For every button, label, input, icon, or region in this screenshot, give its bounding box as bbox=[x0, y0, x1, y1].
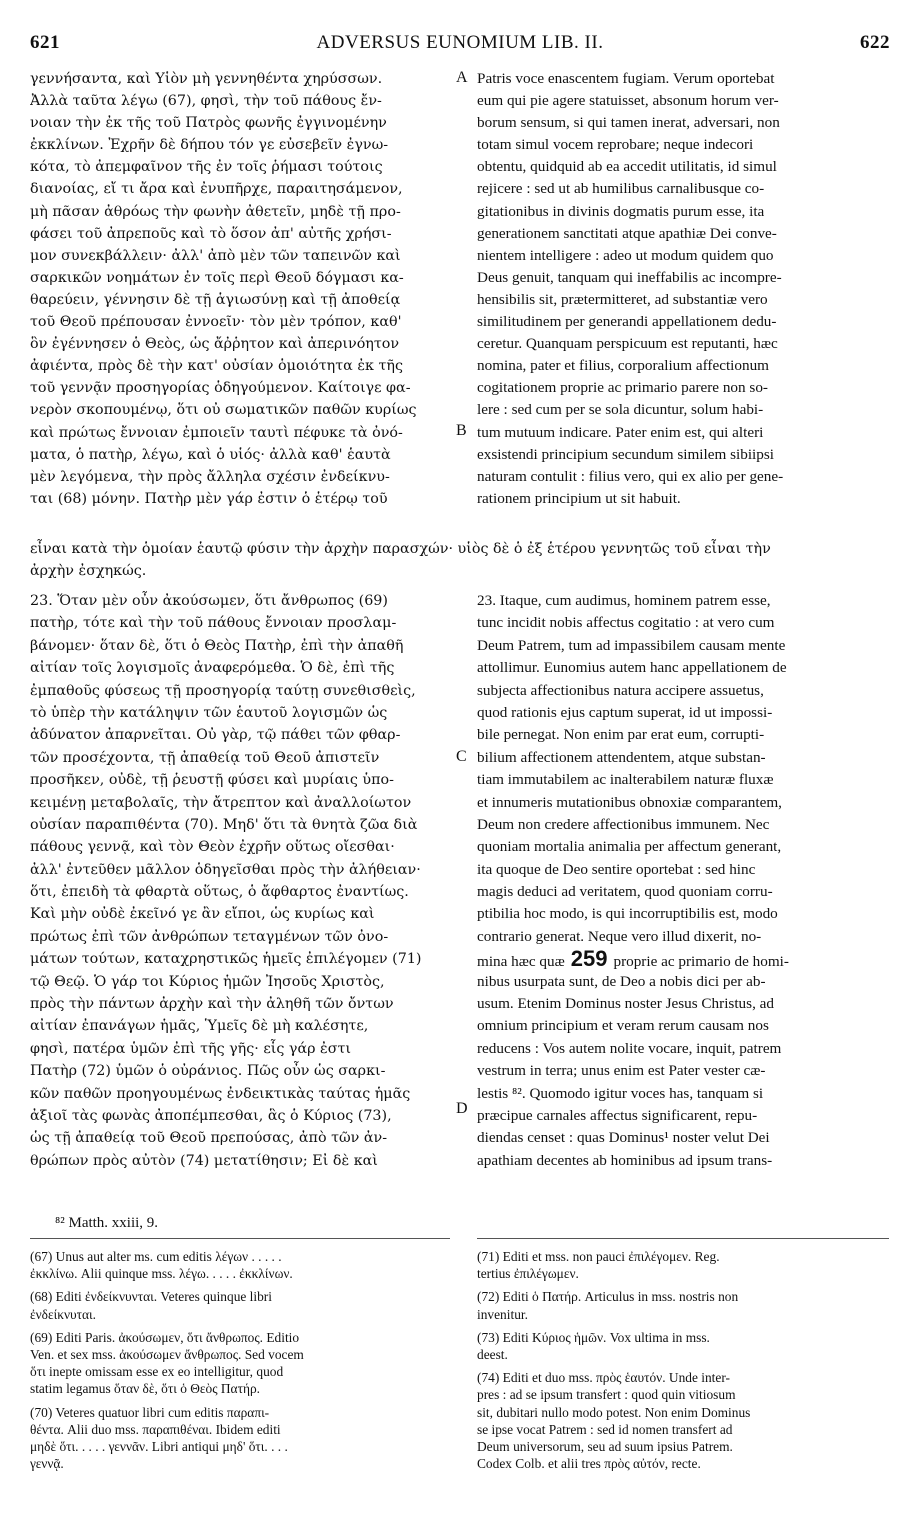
text-line: ὡς τῇ ἀπαθείᾳ τοῦ Θεοῦ πρεπούσας, ἀπὸ τῶν ἀν- bbox=[30, 1130, 388, 1147]
text-line: φάσει τοῦ ἀπρεποῦς καὶ τὸ ὅσον ἀπ' αὐτῆς χρήσι- bbox=[30, 225, 392, 242]
text-line: magis deduci ad veritatem, quod quoniam corru- bbox=[477, 883, 773, 901]
text-line: πατὴρ, τότε καὶ τὴν τοῦ πάθους ἔννοιαν προσλαμ- bbox=[30, 615, 397, 632]
note-line: se ipse vocat Patrem : sed id nomen transfert ad bbox=[477, 1421, 733, 1437]
text-line: ὅτι, ἐπειδὴ τὰ φθαρτὰ οὕτως, ὁ ἄφθαρτος ἐναντίως. bbox=[30, 884, 409, 901]
text-line: γεννήσαντα, καὶ Υἱὸν μὴ γεννηθέντα χηρύσσων. bbox=[30, 71, 383, 87]
greek-column-top bbox=[30, 68, 463, 510]
text-line: usum. Etenim Dominus noster Jesus Christus, ad bbox=[477, 995, 774, 1013]
text-line: Καὶ μὴν οὐδὲ ἐκεῖνό γε ἂν εἴποι, ὡς κυρίως καὶ bbox=[30, 906, 375, 923]
text-line: ἀφιέντα, πρὸς δὲ τὴν κατ' οὐσίαν ὁμοιότητα ἐκ τῆς bbox=[30, 358, 403, 375]
text-line: κειμένῃ μεταβολαῖς, τὴν ἄτρεπτον καὶ ἀναλλοίωτον bbox=[30, 794, 412, 811]
text-line: ἀξιοῖ τὰς φωνὰς ἀποπέμπεσθαι, ἃς ὁ Κύριος (73), bbox=[30, 1107, 392, 1124]
note-line: (71) Editi et mss. non pauci ἐπιλέγομεν. Reg. bbox=[477, 1249, 720, 1264]
text-line: πρώτως ἐπὶ τῶν ἀνθρώπων τεταγμένων τῶν ὀνο- bbox=[30, 928, 389, 945]
text-line: φησὶ, πατέρα ὑμῶν ἐπὶ τῆς γῆς· εἷς γάρ ἐστι bbox=[30, 1040, 351, 1057]
note-line: (68) Editi ἐνδείκνυνται. Veteres quinque libri bbox=[30, 1289, 272, 1305]
text-line: πρὸς τὴν πάντων ἀρχὴν καὶ τὴν ἀληθῆ τῶν ὄντων bbox=[30, 996, 394, 1013]
latin-column-bottom bbox=[477, 590, 889, 1172]
text-line: rejicere : sed ut ab humilibus carnalibusque co- bbox=[477, 180, 765, 198]
text-line: τὸ ὑπὲρ τὴν κατάληψιν τῶν ἑαυτοῦ λογισμῶν ὡς bbox=[30, 704, 388, 721]
text-line: obtentu, quidquid ab ea accedit utilitatis, id simul bbox=[477, 158, 777, 176]
text-line: κότα, τὸ ἀπεμφαῖνον τῆς ἐν τοῖς ῥήμασι τούτοις bbox=[30, 159, 383, 176]
text-line: generationem sanctitati atque apathiæ Dei conve- bbox=[477, 224, 777, 242]
text-line: ἐμπαθοῦς φύσεως τῇ προσηγορίᾳ ταύτῃ συνεθισθεὶς, bbox=[30, 682, 416, 699]
note-line: ὅτι inepte omissam esse ex eo intelligitur, quod bbox=[30, 1364, 284, 1380]
text-line: reducens : Vos autem nolite vocare, inquit, patrem bbox=[477, 1039, 782, 1057]
note-line: γεννᾷ. bbox=[30, 1456, 64, 1472]
latin-column-top bbox=[477, 68, 889, 510]
text-line: diendas censet : quas Dominus¹ noster velut Dei bbox=[477, 1129, 770, 1147]
text-line: αἰτίαν ἐπανάγων ἡμᾶς, Ὑμεῖς δὲ μὴ καλέσητε, bbox=[30, 1018, 369, 1035]
text-line: eum qui pie agere statuisset, absonum horum ver- bbox=[477, 92, 779, 110]
note-line: tertius ἐπιλέγωμεν. bbox=[477, 1266, 579, 1282]
text-line: ptibilia hoc modo, is qui incorruptibilis est, modo bbox=[477, 905, 778, 923]
text-line: κῶν παθῶν προηγουμένως ἐνδεικτικὰς ταύτας ἡμᾶς bbox=[30, 1085, 411, 1102]
text-line: tiam immutabilem ac inalterabilem naturæ fluxæ bbox=[477, 771, 774, 789]
text-line: ita quoque de Deo sentire oportebat : sed hinc bbox=[477, 860, 756, 878]
text-line bbox=[477, 948, 889, 970]
notes-divider-right bbox=[477, 1238, 889, 1239]
note-line: deest. bbox=[477, 1346, 508, 1362]
text-line: lere : sed cum per se sola dicuntur, solum habi- bbox=[477, 401, 764, 419]
text-line: bile pernegat. Non enim par erat eum, corrupti- bbox=[477, 726, 765, 744]
text-line: μον συνεκβάλλειν· ἀλλ' ἀπὸ μὲν τῶν ταπεινῶν καὶ bbox=[30, 247, 401, 264]
note-line: μηδὲ ὅτι. . . . . γεννᾶν. Libri antiqui μηδ' ὅτι. . . . bbox=[30, 1438, 288, 1454]
critical-notes-left bbox=[30, 1248, 460, 1472]
text-line: nomina, pater et filius, corporalium affectionum bbox=[477, 357, 769, 375]
text-line: βάνομεν· ὅταν δὲ, ὅτι ὁ Θεὸς Πατὴρ, ἐπὶ τὴν ἀπαθῆ bbox=[30, 637, 404, 654]
margin-letter-c: C bbox=[456, 748, 467, 765]
text-line: tunc incidit nobis affectus cogitatio : at vero cum bbox=[477, 614, 775, 632]
text-line: μὲν λεγόμενα, τὴν πρὸς ἄλληλα σχέσιν ἐνδείκνυ- bbox=[30, 468, 390, 485]
note-line: invenitur. bbox=[477, 1306, 528, 1322]
text-line: 23. Ὅταν μὲν οὖν ἀκούσωμεν, ὅτι ἄνθρωπος (69) bbox=[30, 593, 388, 609]
text-line: bilium affectionem attendentem, atque substan- bbox=[477, 748, 766, 766]
note-line: (74) Editi et duo mss. πρὸς ἑαυτόν. Unde inter- bbox=[477, 1370, 730, 1386]
note-line: (67) Unus aut alter ms. cum editis λέγων . . . . . bbox=[30, 1249, 282, 1264]
text-line: quod rationis ejus captum superat, id ut impossi- bbox=[477, 703, 773, 721]
text-line: totam simul vocem reprobare; neque indecori bbox=[477, 136, 754, 154]
text-line: ceretur. Quanquam perspicuum est reputanti, hæc bbox=[477, 335, 778, 353]
text-line: subjecta affectionibus natura accipere assuetus, bbox=[477, 681, 764, 699]
text-line: et innumeris mutationibus obnoxiæ comparantem, bbox=[477, 793, 782, 811]
text-line: nibus usurpata sunt, de Deo a nobis dici per ab- bbox=[477, 972, 766, 990]
text-line: tum mutuum indicare. Pater enim est, qui alteri bbox=[477, 423, 764, 441]
text-line: προσῆκεν, οὐδὲ, τῇ ῥευστῇ φύσει καὶ μυρίαις ὑπο- bbox=[30, 772, 394, 789]
text-line: hensibilis sit, prætermitteret, ad substantiæ vero bbox=[477, 290, 768, 308]
text-line: τοῦ Θεοῦ πρέπουσαν ἐννοεῖν· τὸν μὲν τρόπον, καθ' bbox=[30, 314, 402, 331]
critical-notes-right bbox=[477, 1248, 889, 1472]
text-line: omnium principium et veram rerum causam nos bbox=[477, 1017, 769, 1035]
text-line: ὃν ἐγέννησεν ὁ Θεὸς, ὡς ἄῤῥητον καὶ ἀπερινόητον bbox=[30, 336, 400, 353]
note-line: statim legamus ὅταν δὲ, ὅτι ὁ Θεὸς Πατήρ. bbox=[30, 1381, 260, 1397]
note-line: ἐνδείκνυται. bbox=[30, 1306, 96, 1322]
margin-letter-b: B bbox=[456, 422, 467, 439]
text-line: naturam contulit : filius vero, qui ex alio per gene- bbox=[477, 467, 784, 485]
text-line: ἐκκλίνων. Ἐχρῆν δὲ δήπου τόν γε εὐσεβεῖν ἐγνω- bbox=[30, 137, 389, 154]
greek-column-bottom bbox=[30, 590, 463, 1172]
page-number-right: 622 bbox=[860, 32, 890, 53]
text-line: μὴ πᾶσαν ἀθρόως τὴν φωνὴν ἀθετεῖν, μηδὲ τῇ προ- bbox=[30, 203, 401, 220]
text-line: σαρκικῶν νοημάτων ἐν τοῖς περὶ Θεοῦ δόγμασι κα- bbox=[30, 269, 404, 286]
text-fragment: mina hæc quæ bbox=[477, 953, 565, 971]
text-line: νοιαν τὴν ἐκ τῆς τοῦ Πατρὸς φωνῆς ἐγγινομένην bbox=[30, 115, 387, 132]
text-line: τῶν προσέχοντα, τῇ ἀπαθείᾳ τοῦ Θεοῦ ἀπιστεῖν bbox=[30, 749, 380, 766]
margin-letter-d: D bbox=[456, 1100, 468, 1117]
note-line: (73) Editi Κύριος ἡμῶν. Vox ultima in mss. bbox=[477, 1329, 710, 1345]
text-line: 23. Itaque, cum audimus, hominem patrem esse, bbox=[477, 592, 771, 609]
text-line: exsistendi principium secundum similem sibiipsi bbox=[477, 445, 774, 463]
text-line: apathiam decentes ab hominibus ad ipsum trans- bbox=[477, 1151, 773, 1169]
text-line: Patris voce enascentem fugiam. Verum oportebat bbox=[477, 70, 775, 87]
text-line: præcipue carnales affectus significarent, repu- bbox=[477, 1106, 758, 1124]
text-line: gitationibus in divinis dogmatis purum esse, ita bbox=[477, 202, 765, 220]
text-line: Deus genuit, tanquam qui ineffabilis ac incompre- bbox=[477, 268, 782, 286]
text-line: ἀδύνατον ἀπαρνεῖται. Οὐ γὰρ, τῷ πάθει τῶν φθαρ- bbox=[30, 727, 401, 744]
text-line: μάτων τούτων, καταχρηστικῶς ἡμεῖς ἐπιλέγομεν (71) bbox=[30, 951, 422, 968]
text-line: νερὸν σκοπουμένῳ, ὅτι οὐ σωματικῶν παθῶν κυρίως bbox=[30, 402, 417, 419]
text-line: καὶ πρώτως ἔννοιαν ἐμποιεῖν ταυτὶ πέφυκε τὰ ὀνό- bbox=[30, 424, 403, 441]
text-line: εἶναι κατὰ τὴν ὁμοίαν ἑαυτῷ φύσιν τὴν ἀρχὴν παρασχών· υἱὸς δὲ ὁ ἐξ ἑτέρου γεννητῶς τοῦ εἶναι τὴν bbox=[30, 541, 771, 557]
text-line: Deum non credere affectionibus immunem. Nec bbox=[477, 815, 770, 833]
text-line: Deum Patrem, tum ad impassibilem causam mente bbox=[477, 636, 786, 654]
note-line: (70) Veteres quatuor libri cum editis παραπι- bbox=[30, 1404, 270, 1420]
text-line: ἀρχὴν ἐσχηκώς. bbox=[30, 563, 147, 579]
running-title: ADVERSUS EUNOMIUM LIB. II. bbox=[316, 32, 604, 53]
text-line: rationem principium ut sit habuit. bbox=[477, 489, 681, 507]
text-line: Ἀλλὰ ταῦτα λέγω (67), φησὶ, τὴν τοῦ πάθους ἔν- bbox=[30, 93, 382, 110]
text-line: similitudinem per generandi appellationem dedu- bbox=[477, 313, 777, 331]
text-line: θαρεύειν, γέννησιν δὲ τῇ ἁγιωσύνῃ καὶ τῇ ἀποθείᾳ bbox=[30, 291, 401, 308]
scripture-footnote: ⁸² Matth. xxiii, 9. bbox=[55, 1215, 159, 1231]
text-line: αἰτίαν τοῖς λογισμοῖς ἀναφερόμεθα. Ὁ δὲ, ἐπὶ τῆς bbox=[30, 660, 395, 677]
text-line: τοῦ γεννᾷν προσηγορίας ὁδηγούμενον. Καίτοιγε φα- bbox=[30, 380, 411, 397]
text-line: contrario generat. Neque vero illud dixerit, no- bbox=[477, 927, 762, 945]
note-line: sit, dubitari nullo modo potest. Non enim Dominus bbox=[477, 1404, 751, 1420]
text-line: ματα, ὁ πατὴρ, λέγω, καὶ ὁ υἱός· ἀλλὰ καθ' ἑαυτὰ bbox=[30, 446, 391, 463]
text-line: διανοίας, εἴ τι ἄρα καὶ ἐνυπῆρχε, παραιτησάμενον, bbox=[30, 181, 403, 198]
note-line: (72) Editi ὁ Πατήρ. Articulus in mss. nostris non bbox=[477, 1289, 739, 1305]
note-line: Deum universorum, seu ad suum ipsius Patrem. bbox=[477, 1438, 733, 1454]
text-line: Πατὴρ (72) ὑμῶν ὁ οὐράνιος. Πῶς οὖν ὡς σαρκι- bbox=[30, 1063, 386, 1080]
text-line: τῷ Θεῷ. Ὁ γάρ τοι Κύριος ἡμῶν Ἰησοῦς Χριστὸς, bbox=[30, 973, 385, 990]
text-line: ται (68) μόνην. Πατὴρ μὲν γάρ ἐστιν ὁ ἑτέρῳ τοῦ bbox=[30, 490, 388, 507]
text-line: attollimur. Eunomius autem hanc appellationem de bbox=[477, 659, 787, 677]
note-line: Codex Colb. et alii tres πρὸς αὐτόν, recte. bbox=[477, 1456, 701, 1472]
inline-page-number: 259 bbox=[570, 948, 608, 971]
text-line: borum sensum, si qui tamen inerat, adversari, non bbox=[477, 114, 780, 132]
note-line: θέντα. Alii duo mss. παραπιθέναι. Ibidem editi bbox=[30, 1421, 281, 1437]
text-line: vestrum in terra; unus enim est Pater vester cæ- bbox=[477, 1062, 766, 1080]
note-line: Ven. et sex mss. ἀκούσωμεν ἄνθρωπος. Sed vocem bbox=[30, 1346, 304, 1362]
note-line: ἐκκλίνω. Alii quinque mss. λέγω. . . . . ἐκκλίνων. bbox=[30, 1266, 293, 1282]
note-line: (69) Editi Paris. ἀκούσωμεν, ὅτι ἄνθρωπος. Editio bbox=[30, 1329, 300, 1345]
text-line: lestis ⁸². Quomodo igitur voces has, tanquam si bbox=[477, 1084, 764, 1102]
text-fragment: proprie ac primario de homi- bbox=[613, 953, 789, 971]
text-line: πάθους γεννᾷ, καὶ τὸν Θεὸν ἐχρῆν οὕτως οἴεσθαι· bbox=[30, 839, 395, 856]
text-line: cogitationem proprie ac primario parere non so- bbox=[477, 379, 768, 397]
text-line: θρώπων πρὸς αὐτὸν (74) μετατίθησιν; Εἰ δὲ καὶ bbox=[30, 1152, 378, 1169]
notes-divider-left bbox=[30, 1238, 450, 1239]
text-line: οὐσίαν παραπιθέντα (70). Μηδ' ὅτι τὰ θνητὰ ζῶα διὰ bbox=[30, 816, 418, 833]
note-line: pres : ad se ipsum transfert : quod quin vitiosum bbox=[477, 1387, 736, 1403]
page-number-left: 621 bbox=[30, 32, 60, 53]
text-line: ἀλλ' ἐντεῦθεν μᾶλλον ὁδηγεῖσθαι πρὸς τὴν ἀλήθειαν· bbox=[30, 861, 421, 878]
greek-full-width-lines bbox=[30, 538, 892, 582]
text-line: quoniam mortalia animalia per affectum generant, bbox=[477, 838, 782, 856]
running-header bbox=[0, 32, 920, 56]
text-line: nientem intelligere : adeo ut modum quidem quo bbox=[477, 246, 774, 264]
margin-letter-a: A bbox=[456, 69, 468, 86]
